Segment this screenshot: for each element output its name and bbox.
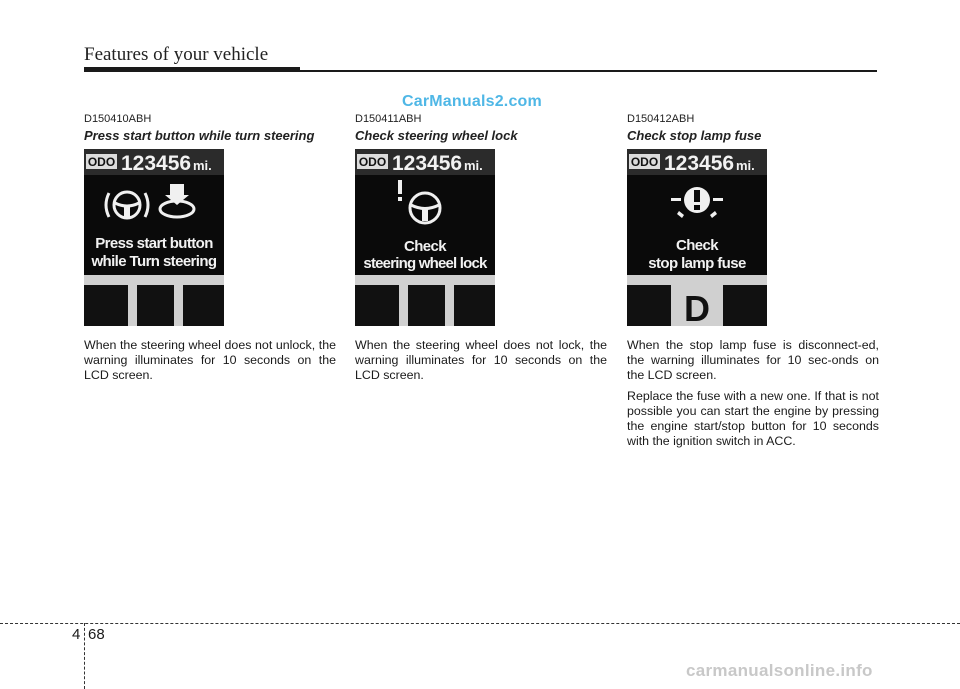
lcd-message-line1: Check [403, 238, 447, 255]
page-number: 68 [88, 626, 105, 643]
body-paragraph: When the steering wheel does not lock, the warning illuminates for 10 seconds on the LCD screen. [355, 338, 607, 382]
body-paragraph: When the steering wheel does not unlock, the warning illuminates for 10 seconds on the LCD screen. [84, 338, 336, 382]
odo-label: ODO [358, 155, 387, 169]
header-rule-thick [84, 67, 300, 72]
header-rule-thin [300, 70, 877, 72]
watermark-top: CarManuals2.com [402, 93, 542, 110]
page-header-title: Features of your vehicle [84, 44, 269, 65]
section-body [84, 338, 336, 383]
lcd-message-line2: steering wheel lock [363, 255, 487, 272]
section-heading: Check steering wheel lock [355, 128, 518, 143]
page-section-number: 4 [72, 626, 81, 643]
odo-unit: mi. [193, 158, 212, 173]
section-code: D150411ABH [355, 113, 422, 125]
section-press-start [84, 112, 336, 389]
lcd-message-line1: Check [675, 237, 719, 254]
lcd-display-stop-lamp-fuse [627, 149, 767, 326]
section-heading: Press start button while turn steering [84, 128, 315, 143]
lcd-display-steering-lock [355, 149, 495, 326]
odo-value: 123456 [121, 152, 192, 175]
lcd-message-line2: while Turn steering [91, 253, 217, 270]
body-paragraph: When the stop lamp fuse is disconnect-ed, the warning illuminates for 10 sec-onds on the LCD screen. [627, 338, 879, 382]
footer-rule [0, 623, 960, 624]
lcd-message-line1: Press start button [95, 235, 213, 252]
odo-label: ODO [630, 155, 659, 169]
lcd-display-press-start [84, 149, 224, 326]
section-heading: Check stop lamp fuse [627, 128, 762, 143]
section-code: D150410ABH [84, 113, 152, 125]
section-code: D150412ABH [627, 113, 695, 125]
odo-unit: mi. [736, 158, 755, 173]
section-check-steering-lock [355, 112, 607, 389]
odo-value: 123456 [392, 152, 463, 175]
section-body [355, 338, 607, 383]
body-paragraph: Replace the fuse with a new one. If that is not possible you can start the engine by pressing the engine start/stop button for 10 seconds with the ignition switch in ACC. [627, 389, 879, 448]
lcd-message-line2: stop lamp fuse [648, 255, 746, 272]
footer-divider [84, 623, 85, 689]
odo-value: 123456 [664, 152, 735, 175]
odo-unit: mi. [464, 158, 483, 173]
watermark-bottom: carmanualsonline.info [686, 661, 873, 680]
odo-label: ODO [87, 155, 116, 169]
section-check-stop-lamp-fuse [627, 112, 879, 455]
gear-indicator: D [684, 288, 710, 326]
section-body [627, 338, 879, 449]
